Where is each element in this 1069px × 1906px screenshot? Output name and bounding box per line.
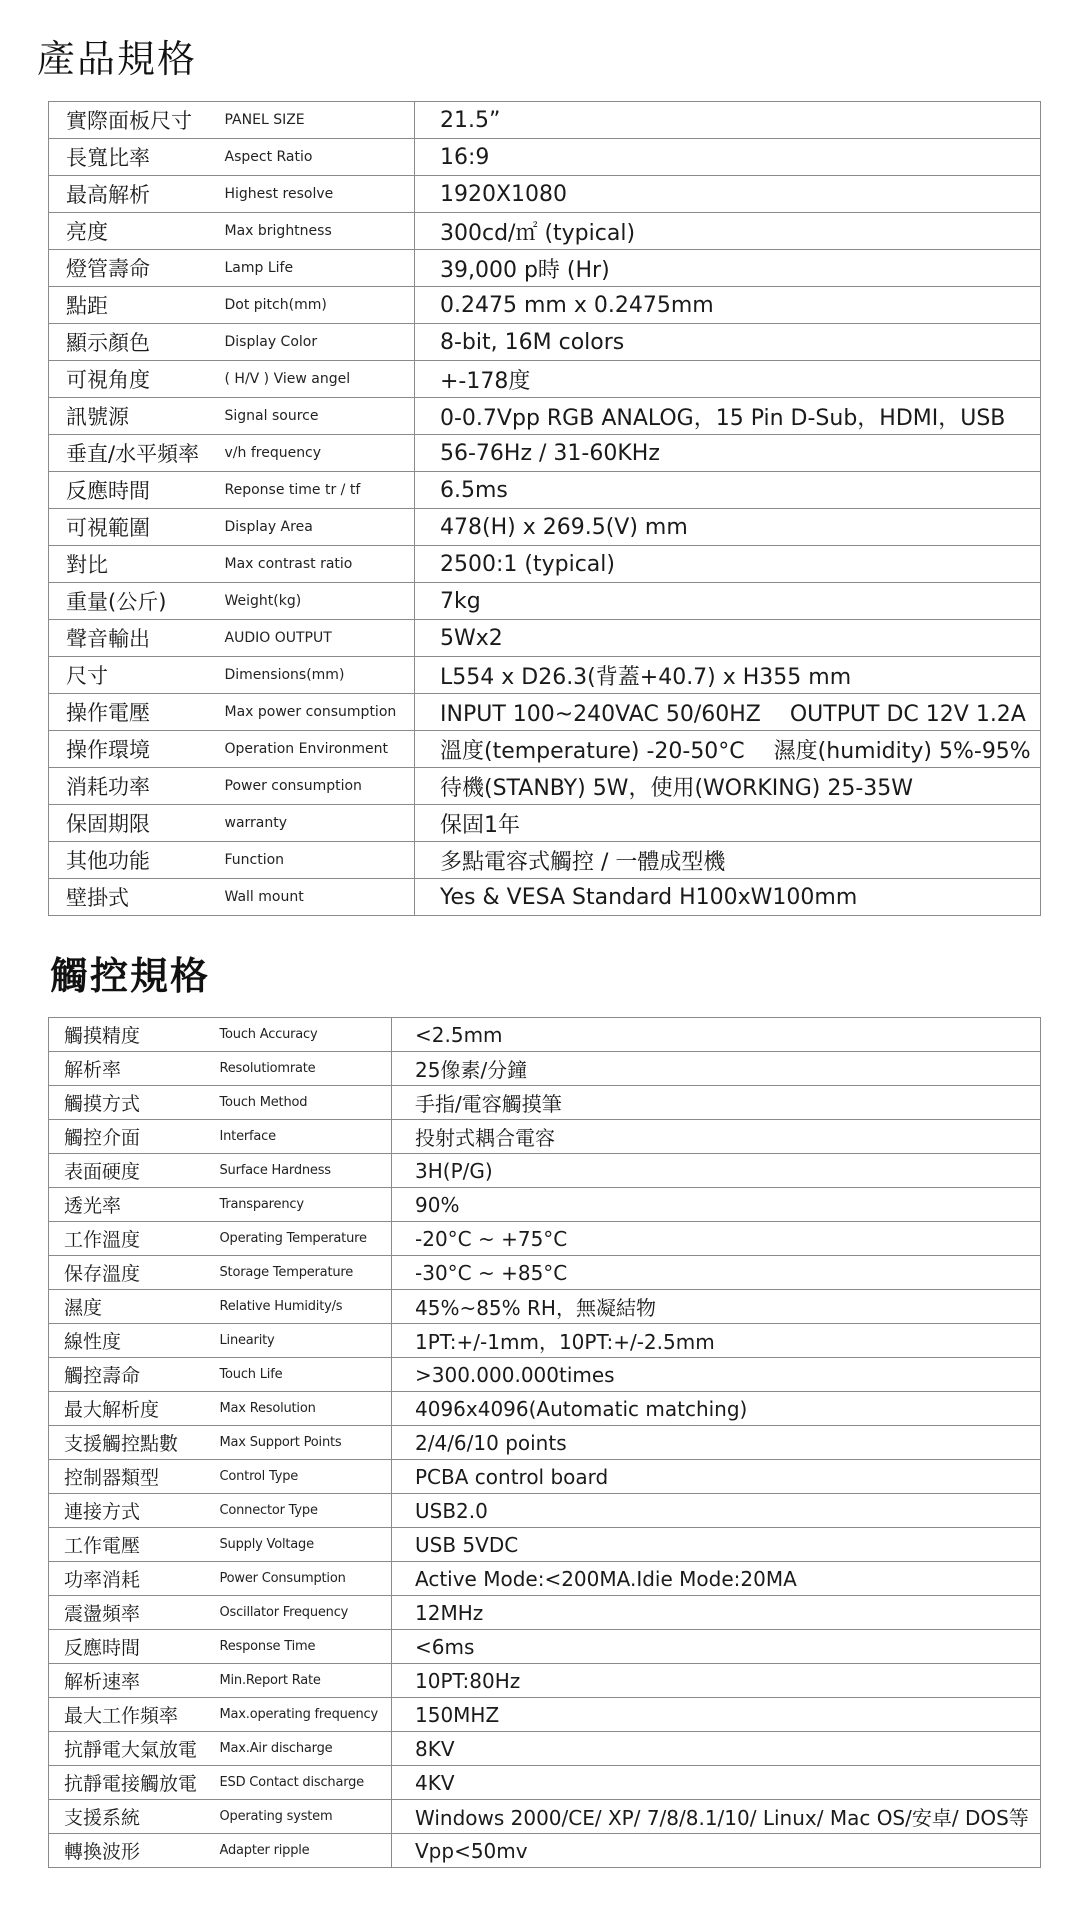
spec-value: 2500:1 (typical) [415,546,1041,583]
spec-value: 21.5” [415,102,1041,139]
spec-row [49,1596,1041,1630]
spec-row [49,1392,1041,1426]
spec-label-en: Max power consumption [219,694,415,731]
spec-label-zh: 聲音輸出 [49,620,219,657]
spec-row [49,1834,1041,1868]
spec-label-zh: 垂直/水平頻率 [49,435,219,472]
spec-label-zh: 訊號源 [49,398,219,435]
spec-row [49,324,1041,361]
spec-label-en: Linearity [214,1324,392,1358]
spec-label-zh: 線性度 [49,1324,214,1358]
spec-label-en: Highest resolve [219,176,415,213]
spec-label-en: Power Consumption [214,1562,392,1596]
spec-value: 0-0.7Vpp RGB ANALOG，15 Pin D-Sub，HDMI，USB [415,398,1041,435]
spec-row [49,1664,1041,1698]
spec-label-zh: 其他功能 [49,842,219,879]
spec-value: 7kg [415,583,1041,620]
spec-label-en: Operating system [214,1800,392,1834]
spec-label-en: Reponse time tr / tf [219,472,415,509]
spec-value: 478(H) x 269.5(V) mm [415,509,1041,546]
spec-label-en: Surface Hardness [214,1154,392,1188]
spec-value: 4096x4096(Automatic matching) [392,1392,1041,1426]
spec-row [49,1052,1041,1086]
spec-label-en: Resolutiomrate [214,1052,392,1086]
spec-row [49,213,1041,250]
spec-label-zh: 震盪頻率 [49,1596,214,1630]
spec-row [49,472,1041,509]
spec-label-zh: 操作環境 [49,731,219,768]
spec-value: 25像素/分鐘 [392,1052,1041,1086]
spec-row [49,1630,1041,1664]
spec-row [49,361,1041,398]
spec-label-en: Touch Method [214,1086,392,1120]
spec-row [49,805,1041,842]
spec-row [49,1494,1041,1528]
spec-row [49,287,1041,324]
spec-row [49,546,1041,583]
spec-label-en: ( H/V ) View angel [219,361,415,398]
spec-label-en: AUDIO OUTPUT [219,620,415,657]
spec-label-en: Storage Temperature [214,1256,392,1290]
spec-label-en: ESD Contact discharge [214,1766,392,1800]
spec-label-en: Operating Temperature [214,1222,392,1256]
spec-value: 4KV [392,1766,1041,1800]
spec-row [49,250,1041,287]
spec-value: 0.2475 mm x 0.2475mm [415,287,1041,324]
touch-spec-title: 觸控規格 [50,954,211,998]
spec-label-zh: 最大工作頻率 [49,1698,214,1732]
spec-label-en: Min.Report Rate [214,1664,392,1698]
spec-row [49,176,1041,213]
spec-label-en: Aspect Ratio [219,139,415,176]
spec-label-zh: 對比 [49,546,219,583]
spec-row [49,694,1041,731]
spec-value: 溫度(temperature) -20-50°C 濕度(humidity) 5%-95% [415,731,1041,768]
spec-label-en: PANEL SIZE [219,102,415,139]
spec-label-zh: 轉換波形 [49,1834,214,1868]
spec-row [49,842,1041,879]
spec-label-zh: 工作電壓 [49,1528,214,1562]
spec-label-en: Transparency [214,1188,392,1222]
spec-label-zh: 控制器類型 [49,1460,214,1494]
spec-label-en: Function [219,842,415,879]
spec-value: 56-76Hz / 31-60KHz [415,435,1041,472]
spec-value: Active Mode:<200MA.Idie Mode:20MA [392,1562,1041,1596]
spec-label-en: Max brightness [219,213,415,250]
spec-row [49,1290,1041,1324]
spec-label-en: Display Color [219,324,415,361]
spec-label-zh: 顯示顏色 [49,324,219,361]
spec-row [49,731,1041,768]
spec-row [49,1154,1041,1188]
spec-value: -20°C ~ +75°C [392,1222,1041,1256]
spec-row [49,879,1041,916]
spec-label-zh: 可視角度 [49,361,219,398]
spec-label-en: Max.Air discharge [214,1732,392,1766]
spec-label-zh: 操作電壓 [49,694,219,731]
spec-label-en: Wall mount [219,879,415,916]
spec-label-en: Operation Environment [219,731,415,768]
spec-row [49,1460,1041,1494]
spec-label-zh: 表面硬度 [49,1154,214,1188]
spec-row [49,1698,1041,1732]
spec-value: +-178度 [415,361,1041,398]
spec-label-zh: 燈管壽命 [49,250,219,287]
spec-row [49,768,1041,805]
product-spec-title: 產品規格 [37,37,198,81]
spec-value: 1PT:+/-1mm，10PT:+/-2.5mm [392,1324,1041,1358]
spec-label-en: Adapter ripple [214,1834,392,1868]
spec-label-en: Control Type [214,1460,392,1494]
spec-label-en: Max Support Points [214,1426,392,1460]
spec-label-zh: 功率消耗 [49,1562,214,1596]
spec-value: 3H(P/G) [392,1154,1041,1188]
spec-label-zh: 壁掛式 [49,879,219,916]
spec-label-zh: 支援觸控點數 [49,1426,214,1460]
touch-spec-table [48,1017,1041,1868]
spec-label-zh: 濕度 [49,1290,214,1324]
spec-value: 5Wx2 [415,620,1041,657]
spec-row [49,1222,1041,1256]
spec-label-zh: 解析速率 [49,1664,214,1698]
spec-row [49,1426,1041,1460]
spec-label-zh: 保固期限 [49,805,219,842]
spec-label-en: Display Area [219,509,415,546]
spec-label-zh: 支援系統 [49,1800,214,1834]
spec-value: USB 5VDC [392,1528,1041,1562]
spec-row [49,1358,1041,1392]
spec-row [49,1086,1041,1120]
spec-value: L554 x D26.3(背蓋+40.7) x H355 mm [415,657,1041,694]
spec-value: Vpp<50mv [392,1834,1041,1868]
spec-label-en: Interface [214,1120,392,1154]
spec-label-zh: 連接方式 [49,1494,214,1528]
spec-label-en: Lamp Life [219,250,415,287]
spec-label-en: v/h frequency [219,435,415,472]
spec-label-en: Weight(kg) [219,583,415,620]
spec-label-zh: 重量(公斤) [49,583,219,620]
spec-label-en: Response Time [214,1630,392,1664]
spec-label-en: Touch Life [214,1358,392,1392]
spec-label-zh: 實際面板尺寸 [49,102,219,139]
spec-label-en: Supply Voltage [214,1528,392,1562]
spec-value: Windows 2000/CE/ XP/ 7/8/8.1/10/ Linux/ Mac OS/安卓/ DOS等 [392,1800,1041,1834]
spec-value: 保固1年 [415,805,1041,842]
spec-value: USB2.0 [392,1494,1041,1528]
spec-row [49,139,1041,176]
spec-label-en: Dimensions(mm) [219,657,415,694]
spec-label-zh: 觸摸方式 [49,1086,214,1120]
spec-value: 投射式耦合電容 [392,1120,1041,1154]
spec-value: -30°C ~ +85°C [392,1256,1041,1290]
spec-value: 8KV [392,1732,1041,1766]
spec-label-en: warranty [219,805,415,842]
spec-row [49,1732,1041,1766]
spec-value: 16:9 [415,139,1041,176]
spec-value: 多點電容式觸控 / 一體成型機 [415,842,1041,879]
spec-label-zh: 觸控介面 [49,1120,214,1154]
spec-label-zh: 解析率 [49,1052,214,1086]
spec-row [49,435,1041,472]
spec-value: PCBA control board [392,1460,1041,1494]
spec-value: 150MHZ [392,1698,1041,1732]
spec-label-en: Max Resolution [214,1392,392,1426]
spec-row [49,398,1041,435]
spec-value: 2/4/6/10 points [392,1426,1041,1460]
spec-value: 手指/電容觸摸筆 [392,1086,1041,1120]
spec-row [49,1528,1041,1562]
spec-value: <6ms [392,1630,1041,1664]
spec-label-zh: 消耗功率 [49,768,219,805]
spec-label-zh: 最高解析 [49,176,219,213]
spec-row [49,1120,1041,1154]
spec-value: 90% [392,1188,1041,1222]
spec-label-en: Touch Accuracy [214,1018,392,1052]
spec-row [49,509,1041,546]
spec-value: Yes & VESA Standard H100xW100mm [415,879,1041,916]
spec-label-zh: 點距 [49,287,219,324]
spec-label-en: Connector Type [214,1494,392,1528]
spec-label-zh: 可視範圍 [49,509,219,546]
spec-label-zh: 保存溫度 [49,1256,214,1290]
spec-value: 39,000 p時 (Hr) [415,250,1041,287]
spec-label-en: Signal source [219,398,415,435]
spec-row [49,1766,1041,1800]
spec-row [49,1324,1041,1358]
spec-label-zh: 觸控壽命 [49,1358,214,1392]
spec-row [49,1800,1041,1834]
spec-value: 待機(STANBY) 5W，使用(WORKING) 25-35W [415,768,1041,805]
spec-row [49,1018,1041,1052]
spec-row [49,102,1041,139]
spec-label-zh: 抗靜電大氣放電 [49,1732,214,1766]
spec-label-zh: 尺寸 [49,657,219,694]
spec-value: 10PT:80Hz [392,1664,1041,1698]
spec-label-en: Power consumption [219,768,415,805]
spec-value: 12MHz [392,1596,1041,1630]
spec-value: 1920X1080 [415,176,1041,213]
spec-label-en: Dot pitch(mm) [219,287,415,324]
spec-value: 6.5ms [415,472,1041,509]
spec-label-zh: 透光率 [49,1188,214,1222]
spec-row [49,1188,1041,1222]
spec-label-zh: 最大解析度 [49,1392,214,1426]
spec-value: 45%~85% RH，無凝結物 [392,1290,1041,1324]
spec-label-zh: 長寬比率 [49,139,219,176]
spec-value: 8-bit, 16M colors [415,324,1041,361]
spec-row [49,1256,1041,1290]
spec-row [49,657,1041,694]
spec-label-en: Relative Humidity/s [214,1290,392,1324]
spec-value: <2.5mm [392,1018,1041,1052]
spec-row [49,620,1041,657]
spec-label-en: Max.operating frequency [214,1698,392,1732]
spec-label-zh: 觸摸精度 [49,1018,214,1052]
spec-label-zh: 亮度 [49,213,219,250]
spec-value: 300cd/㎡ (typical) [415,213,1041,250]
spec-value: INPUT 100~240VAC 50/60HZ OUTPUT DC 12V 1.2A [415,694,1041,731]
spec-row [49,583,1041,620]
spec-label-zh: 反應時間 [49,1630,214,1664]
spec-label-zh: 抗靜電接觸放電 [49,1766,214,1800]
product-spec-table [48,101,1041,916]
spec-row [49,1562,1041,1596]
spec-label-zh: 工作溫度 [49,1222,214,1256]
spec-value: >300.000.000times [392,1358,1041,1392]
spec-label-en: Max contrast ratio [219,546,415,583]
spec-label-en: Oscillator Frequency [214,1596,392,1630]
spec-label-zh: 反應時間 [49,472,219,509]
